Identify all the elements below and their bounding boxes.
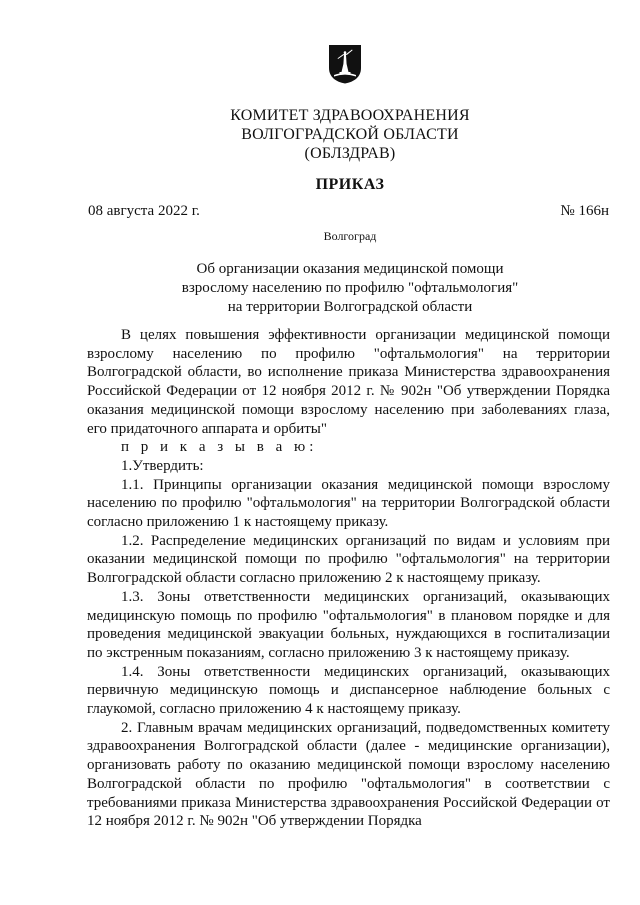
order-number: № 166н <box>560 203 609 219</box>
order-word: п р и к а з ы в а ю: <box>121 439 318 456</box>
subject-line-1: Об организации оказания медицинской помощи <box>196 261 504 277</box>
item-1-4: 1.4. Зоны ответственности медицинских организаций, оказывающих первичную медицинскую помощь и диспансерное наблюдение больных с глаукомой, согласно приложению 4 к настоящему приказу. <box>87 663 610 718</box>
order-body <box>87 326 610 831</box>
item-1: 1.Утвердить: <box>121 457 204 474</box>
coat-of-arms-icon <box>328 44 362 84</box>
item-2: 2. Главным врачам медицинских организаций, подведомственных комитету здравоохранения Волгоградской области (далее - медицинские организации), организовать работу по оказанию медицинской помощи взрослому населению Волгоградской области по профилю "офтальмология" в соответствии с требованиями приказа Министерства здравоохранения Российской Федерации от 12 ноября 2012 г. № 902н "Об утверждении Порядка <box>87 719 610 830</box>
preamble-paragraph: В целях повышения эффективности организации медицинской помощи взрослому населению по профилю "офтальмология" на территории Волгоградской области, во исполнение приказа Министерства здравоохранения Российской Федерации от 12 ноября 2012 г. № 902н "Об утверждении Порядка оказания медицинской помощи взрослому населению при заболеваниях глаза, его придаточного аппарата и орбиты" <box>87 327 610 437</box>
org-name-line-3: (ОБЛЗДРАВ) <box>304 145 396 162</box>
item-1-1: 1.1. Принципы организации оказания медицинской помощи взрослому населению по профилю "офтальмология" на территории Волгоградской области согласно приложению 1 к настоящему приказу. <box>87 476 610 531</box>
order-date: 08 августа 2022 г. <box>88 203 200 219</box>
org-name-line-2: ВОЛГОГРАДСКОЙ ОБЛАСТИ <box>241 126 459 143</box>
document-type-title: ПРИКАЗ <box>315 176 385 193</box>
org-name-line-1: КОМИТЕТ ЗДРАВООХРАНЕНИЯ <box>230 107 470 124</box>
item-1-3: 1.3. Зоны ответственности медицинских организаций, оказывающих медицинскую помощь по профилю "офтальмология" в плановом порядке и для проведения медицинской эвакуации больных, нуждающихся в госпитализации по экстренным показаниям, согласно приложению 3 к настоящему приказу. <box>87 588 610 661</box>
subject-line-2: взрослому населению по профилю "офтальмология" <box>181 280 519 296</box>
subject-line-3: на территории Волгоградской области <box>227 299 473 315</box>
order-city: Волгоград <box>323 229 377 243</box>
item-1-2: 1.2. Распределение медицинских организаций по видам и условиям при оказании медицинской помощи по профилю "офтальмология" на территории Волгоградской области согласно приложению 2 к настоящему приказу. <box>87 532 610 587</box>
